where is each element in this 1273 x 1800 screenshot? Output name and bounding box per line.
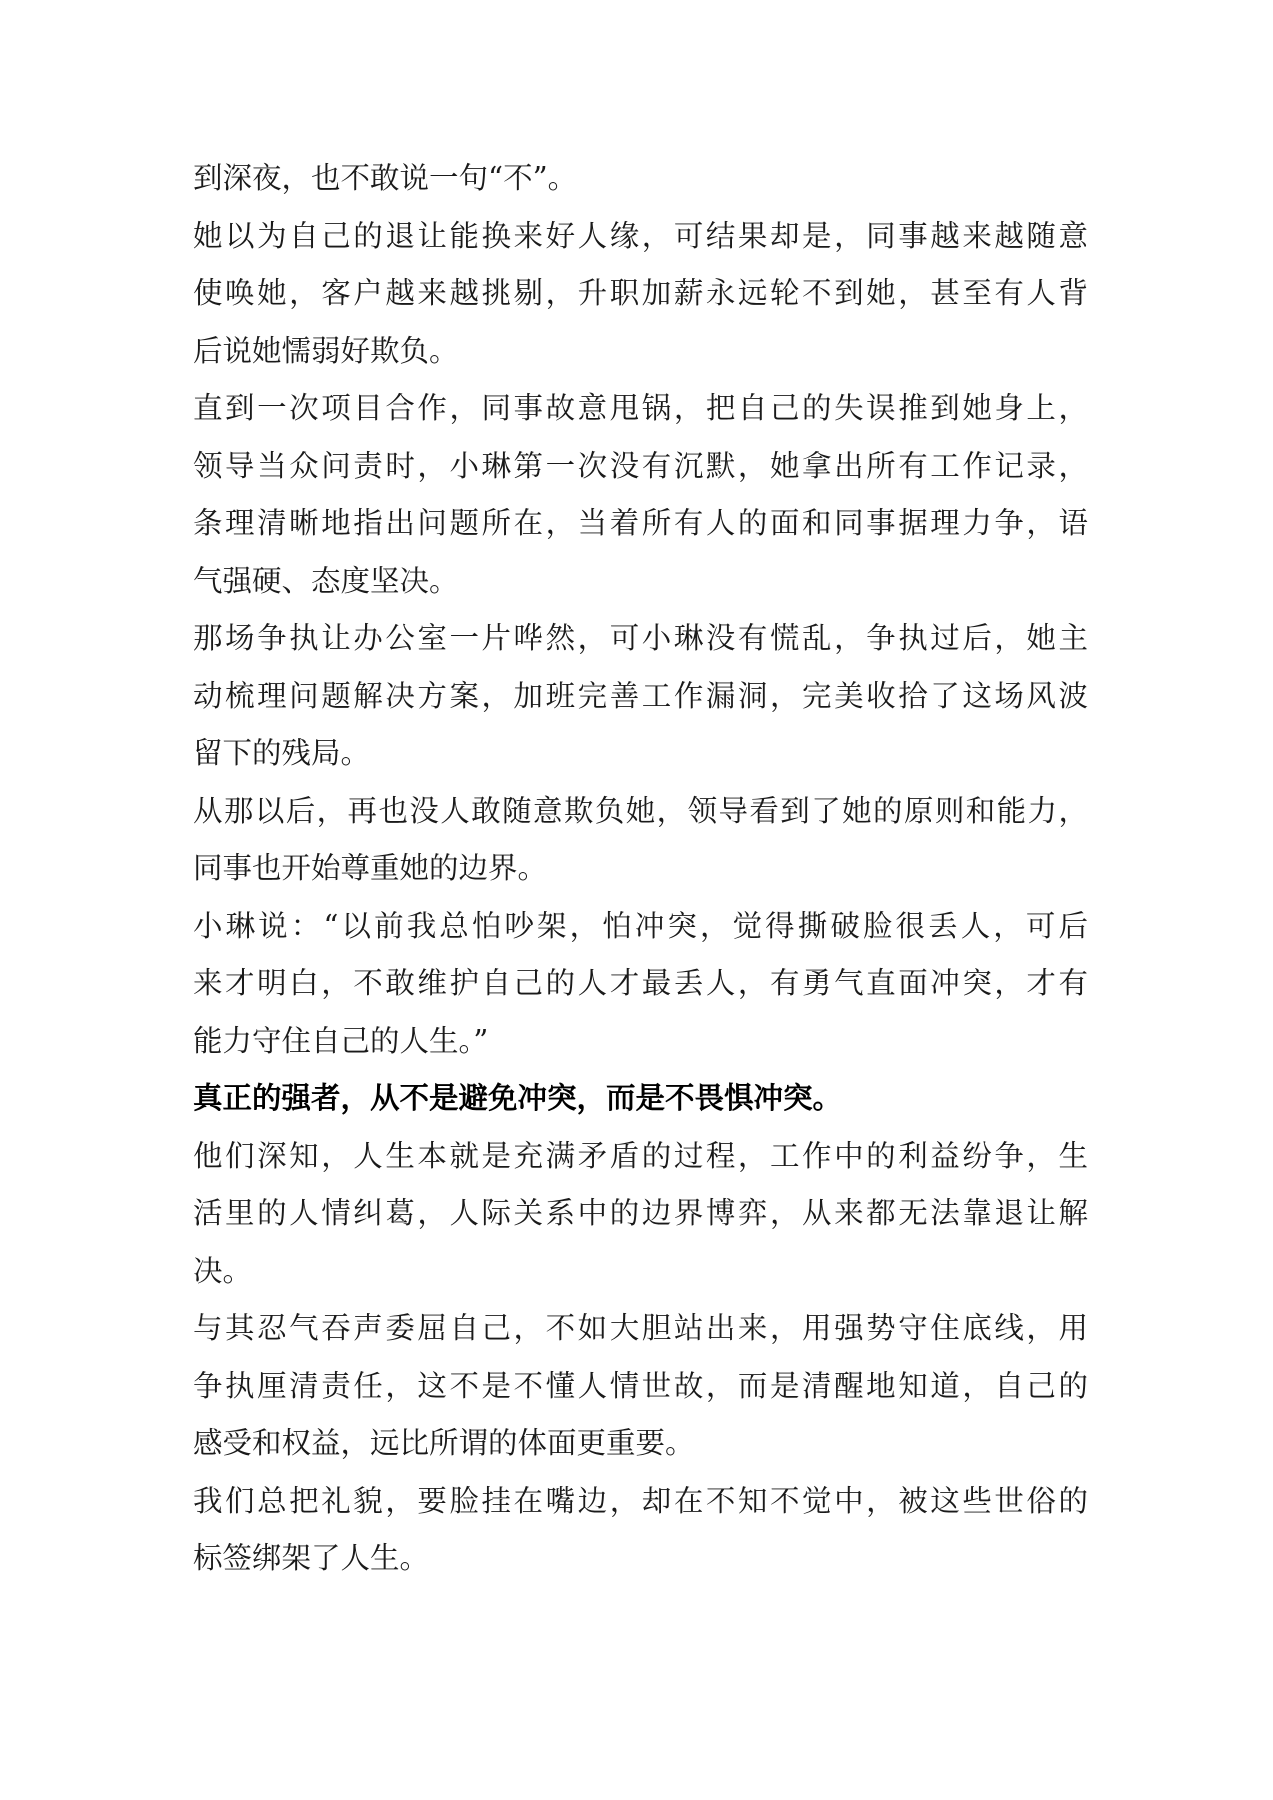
text-line: 她以为自己的退让能换来好人缘，可结果却是，同事越来越随意 <box>193 218 1088 253</box>
text-line: 后说她懦弱好欺负。 <box>193 333 459 368</box>
text-line: 到深夜，也不敢说一句“不”。 <box>193 161 578 195</box>
text-line: 从那以后，再也没人敢随意欺负她，领导看到了她的原则和能力， <box>193 793 1088 828</box>
text-line: 小琳说：“以前我总怕吵架，怕冲突，觉得撕破脸很丢人，可后 <box>193 908 1088 943</box>
document-body <box>193 150 1088 1588</box>
text-line: 留下的残局。 <box>193 736 371 770</box>
text-line: 条理清晰地指出问题所在，当着所有人的面和同事据理力争，语 <box>193 506 1088 540</box>
text-line: 直到一次项目合作，同事故意甩锅，把自己的失误推到她身上， <box>193 391 1088 425</box>
bold-highlight-line: 真正的强者，从不是避免冲突，而是不畏惧冲突。 <box>193 1081 843 1115</box>
text-line: 气强硬、态度坚决。 <box>193 563 459 598</box>
text-line: 争执厘清责任，这不是不懂人情世故，而是清醒地知道，自己的 <box>193 1368 1088 1403</box>
text-line: 来才明白，不敢维护自己的人才最丢人，有勇气直面冲突，才有 <box>193 966 1088 1000</box>
text-line: 动梳理问题解决方案，加班完善工作漏洞，完美收拾了这场风波 <box>193 678 1088 713</box>
text-line: 那场争执让办公室一片哗然，可小琳没有慌乱，争执过后，她主 <box>193 621 1088 655</box>
text-line: 他们深知，人生本就是充满矛盾的过程，工作中的利益纷争，生 <box>193 1138 1088 1173</box>
text-line: 感受和权益，远比所谓的体面更重要。 <box>193 1426 695 1460</box>
text-line: 同事也开始尊重她的边界。 <box>193 851 548 885</box>
text-line: 活里的人情纠葛，人际关系中的边界博弈，从来都无法靠退让解 <box>193 1196 1088 1230</box>
text-line: 能力守住自己的人生。” <box>193 1023 489 1058</box>
text-line: 领导当众问责时，小琳第一次没有沉默，她拿出所有工作记录， <box>193 448 1088 483</box>
text-line: 标签绑架了人生。 <box>193 1541 430 1575</box>
text-line: 我们总把礼貌，要脸挂在嘴边，却在不知不觉中，被这些世俗的 <box>193 1483 1088 1518</box>
text-line: 使唤她，客户越来越挑剔，升职加薪永远轮不到她，甚至有人背 <box>193 276 1088 310</box>
text-line: 决。 <box>193 1253 253 1288</box>
text-line: 与其忍气吞声委屈自己，不如大胆站出来，用强势守住底线，用 <box>193 1311 1088 1345</box>
